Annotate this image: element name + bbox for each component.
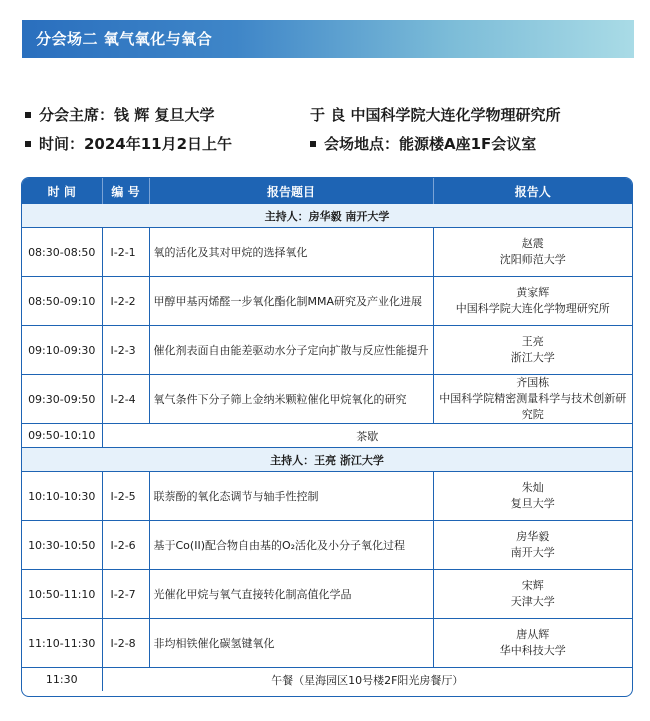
code-cell: I-2-2: [102, 277, 149, 326]
time-cell: 10:50-11:10: [22, 570, 102, 619]
title-cell: 氧气条件下分子筛上金纳米颗粒催化甲烷氧化的研究: [149, 375, 433, 424]
speaker-affiliation: 复旦大学: [510, 497, 555, 510]
col-header-time: 时 间: [22, 178, 102, 204]
speaker-affiliation: 沈阳师范大学: [499, 253, 566, 266]
table-row: [22, 619, 632, 668]
lunch-label: 午餐（星海园区10号楼2F阳光房餐厅）: [271, 673, 464, 687]
venue-line: [310, 134, 536, 154]
time-cell: 11:30: [22, 668, 102, 692]
host-row: [22, 448, 632, 472]
speaker-name: 齐国栋: [516, 376, 550, 389]
speaker-cell: [433, 570, 632, 619]
session-banner: [22, 20, 634, 58]
speaker-affiliation: 天津大学: [510, 595, 555, 608]
code-cell: I-2-5: [102, 472, 149, 521]
speaker-affiliation: 南开大学: [510, 546, 555, 559]
speaker-name: 宋辉: [521, 579, 544, 592]
table-row: [22, 570, 632, 619]
code-cell: I-2-1: [102, 228, 149, 277]
speaker-cell: [433, 326, 632, 375]
speaker-cell: [433, 277, 632, 326]
speaker-name: 赵震: [521, 237, 544, 250]
time-cell: 09:10-09:30: [22, 326, 102, 375]
code-cell: I-2-8: [102, 619, 149, 668]
speaker-affiliation: 浙江大学: [510, 351, 555, 364]
chair-text: 分会主席：钱 辉 复旦大学: [39, 106, 215, 124]
speaker-name: 朱灿: [521, 481, 544, 494]
time-cell: 08:50-09:10: [22, 277, 102, 326]
chair2-text: 于 良 中国科学院大连化学物理研究所: [310, 106, 561, 124]
host-1: 主持人：房华毅 南开大学: [22, 204, 632, 228]
code-cell: I-2-4: [102, 375, 149, 424]
bullet-icon: [310, 141, 316, 147]
chair2-line: [310, 105, 560, 125]
speaker-cell: [433, 619, 632, 668]
code-cell: I-2-7: [102, 570, 149, 619]
title-cell: 基于Co(II)配合物自由基的O₂活化及小分子氧化过程: [149, 521, 433, 570]
speaker-cell: [433, 472, 632, 521]
speaker-cell: [433, 521, 632, 570]
time-cell: 09:30-09:50: [22, 375, 102, 424]
code-cell: I-2-3: [102, 326, 149, 375]
table-row: [22, 277, 632, 326]
time-text: 时间：2024年11月2日上午: [39, 135, 233, 153]
schedule-table: [21, 177, 633, 697]
host-2: 主持人：王亮 浙江大学: [22, 448, 632, 472]
host-row: [22, 204, 632, 228]
code-cell: I-2-6: [102, 521, 149, 570]
speaker-cell: [433, 375, 632, 424]
table-row: [22, 521, 632, 570]
time-cell: 09:50-10:10: [22, 424, 102, 448]
time-line: [25, 134, 232, 154]
time-cell: 11:10-11:30: [22, 619, 102, 668]
table-row: [22, 326, 632, 375]
speaker-name: 王亮: [521, 335, 544, 348]
table-row: [22, 228, 632, 277]
break-row: [22, 424, 632, 448]
col-header-title: 报告题目: [149, 178, 433, 204]
table-header-row: [22, 178, 632, 204]
speaker-name: 黄家辉: [516, 286, 550, 299]
session-title: 分会场二 氧气氧化与氧合: [36, 30, 213, 48]
time-cell: 10:10-10:30: [22, 472, 102, 521]
speaker-affiliation: 中国科学院精密测量科学与技术创新研究院: [439, 392, 627, 421]
bullet-icon: [25, 141, 31, 147]
table-row: [22, 375, 632, 424]
time-cell: 10:30-10:50: [22, 521, 102, 570]
title-cell: 氧的活化及其对甲烷的选择氧化: [149, 228, 433, 277]
speaker-cell: [433, 228, 632, 277]
chair-line: [25, 105, 214, 125]
speaker-name: 房华毅: [516, 530, 550, 543]
title-cell: 催化剂表面自由能差驱动水分子定向扩散与反应性能提升: [149, 326, 433, 375]
title-cell: 甲醇甲基丙烯醛一步氧化酯化制MMA研究及产业化进展: [149, 277, 433, 326]
lunch-row: [22, 668, 632, 692]
bullet-icon: [25, 112, 31, 118]
title-cell: 光催化甲烷与氧气直接转化制高值化学品: [149, 570, 433, 619]
speaker-name: 唐从辉: [516, 628, 550, 641]
time-cell: 08:30-08:50: [22, 228, 102, 277]
speaker-affiliation: 华中科技大学: [499, 644, 566, 657]
title-cell: 非均相铁催化碳氢键氧化: [149, 619, 433, 668]
speaker-affiliation: 中国科学院大连化学物理研究所: [455, 302, 610, 315]
col-header-code: 编 号: [102, 178, 149, 204]
title-cell: 联萘酚的氧化态调节与轴手性控制: [149, 472, 433, 521]
table-row: [22, 472, 632, 521]
col-header-speaker: 报告人: [433, 178, 632, 204]
venue-text: 会场地点：能源楼A座1F会议室: [324, 135, 537, 153]
break-label: 茶歇: [102, 424, 632, 448]
